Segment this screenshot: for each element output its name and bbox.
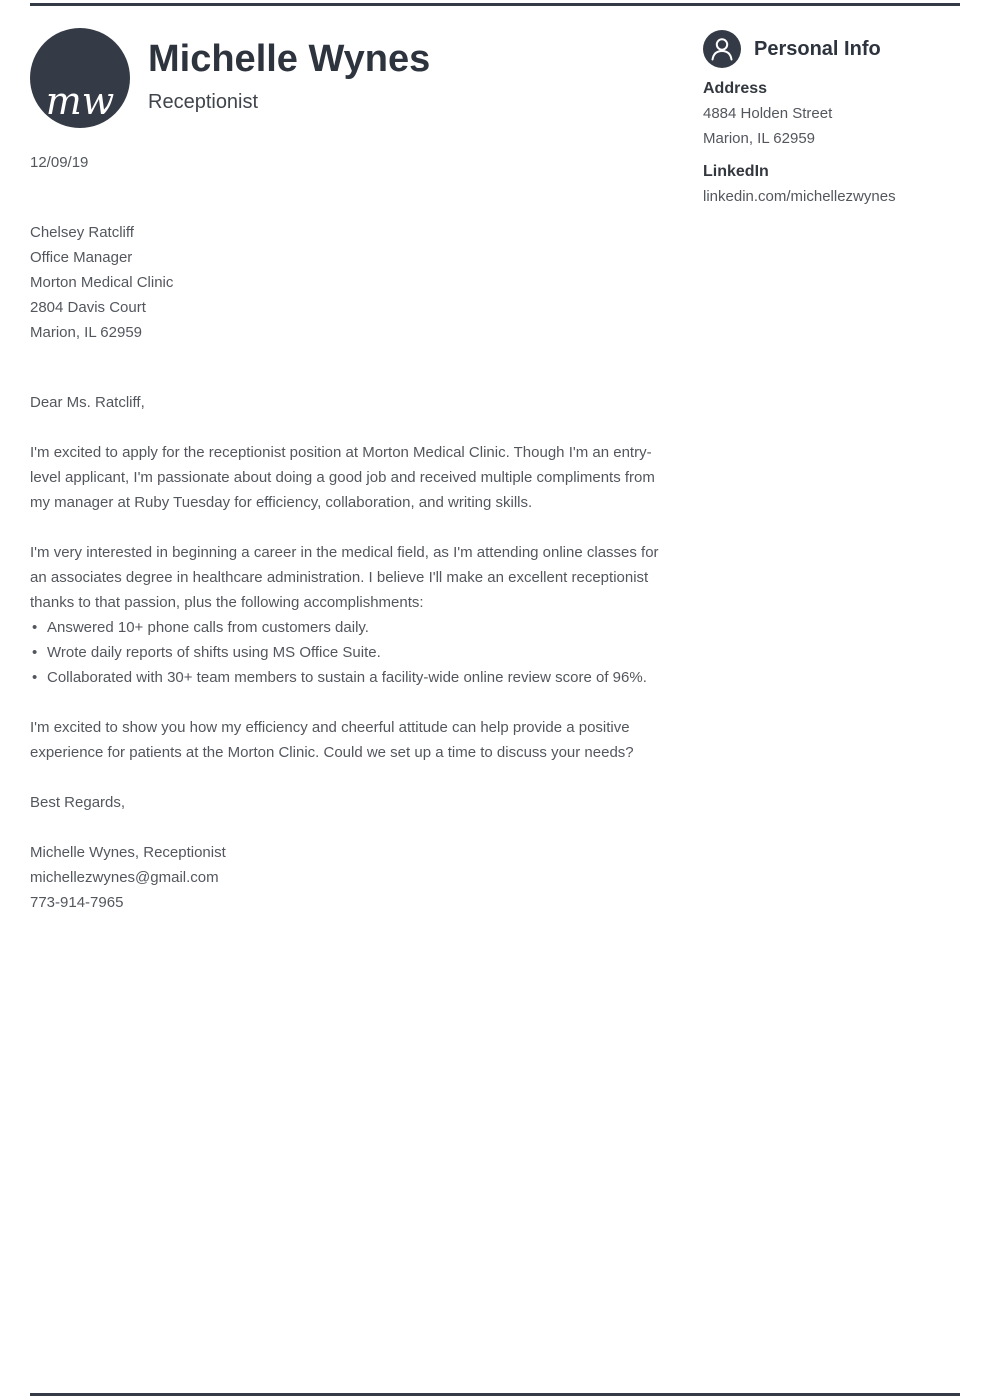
bullet-dot: • bbox=[32, 644, 38, 661]
address-line: Marion, IL 62959 bbox=[703, 130, 816, 147]
salutation: Dear Ms. Ratcliff, bbox=[30, 394, 145, 411]
job-title: Receptionist bbox=[148, 91, 259, 113]
paragraph: I'm excited to apply for the receptionist position at Morton Medical Clinic. Though I'm an entry-level applicant, I'm passionate about doing a good job and received multiple compliments from my manager at Ruby Tuesday for efficiency, collaboration, and writing skills. bbox=[30, 444, 655, 511]
address-label: Address bbox=[703, 80, 768, 97]
personal-info-header bbox=[703, 30, 963, 68]
recipient-company: Morton Medical Clinic bbox=[30, 274, 174, 291]
bullet-dot: • bbox=[32, 669, 38, 686]
signature-email[interactable]: michellezwynes@gmail.com bbox=[30, 869, 219, 886]
signature-phone: 773-914-7965 bbox=[30, 894, 124, 911]
bullet-dot: • bbox=[32, 619, 38, 636]
bullet-text: Collaborated with 30+ team members to sustain a facility-wide online review score of 96%. bbox=[47, 669, 647, 686]
recipient-block bbox=[30, 220, 675, 345]
avatar-initials: mw bbox=[45, 79, 115, 123]
signature-name: Michelle Wynes, Receptionist bbox=[30, 844, 226, 861]
address-line: 4884 Holden Street bbox=[703, 105, 833, 122]
recipient-role: Office Manager bbox=[30, 249, 133, 266]
personal-info-sidebar bbox=[703, 30, 963, 209]
recipient-street: 2804 Davis Court bbox=[30, 299, 146, 316]
avatar bbox=[30, 28, 130, 128]
bullet-list bbox=[30, 615, 675, 690]
paragraph: I'm excited to show you how my efficiency and cheerful attitude can help provide a positive experience for patients at the Morton Clinic. Could we set up a time to discuss your needs? bbox=[30, 719, 634, 761]
signature-block bbox=[30, 840, 675, 915]
list-item bbox=[30, 640, 675, 665]
list-item bbox=[30, 665, 675, 690]
recipient-name: Chelsey Ratcliff bbox=[30, 224, 134, 241]
linkedin-label: LinkedIn bbox=[703, 163, 769, 180]
letter-date: 12/09/19 bbox=[30, 154, 89, 171]
person-icon bbox=[703, 30, 741, 68]
bullet-text: Answered 10+ phone calls from customers daily. bbox=[47, 619, 369, 636]
linkedin-url[interactable]: linkedin.com/michellezwynes bbox=[703, 188, 896, 205]
bullet-text: Wrote daily reports of shifts using MS Office Suite. bbox=[47, 644, 381, 661]
signoff: Best Regards, bbox=[30, 794, 126, 811]
paragraph: I'm very interested in beginning a career in the medical field, as I'm attending online classes for an associates degree in healthcare administration. I believe I'll make an excellent receptionist thanks to that passion, plus the following accomplishments: bbox=[30, 544, 659, 611]
bottom-accent-bar bbox=[30, 1393, 960, 1396]
letter-body bbox=[30, 150, 675, 915]
top-accent-bar bbox=[30, 3, 960, 6]
recipient-city: Marion, IL 62959 bbox=[30, 324, 143, 341]
personal-info-title: Personal Info bbox=[754, 37, 881, 60]
page-title: Michelle Wynes bbox=[148, 38, 431, 80]
list-item bbox=[30, 615, 675, 640]
